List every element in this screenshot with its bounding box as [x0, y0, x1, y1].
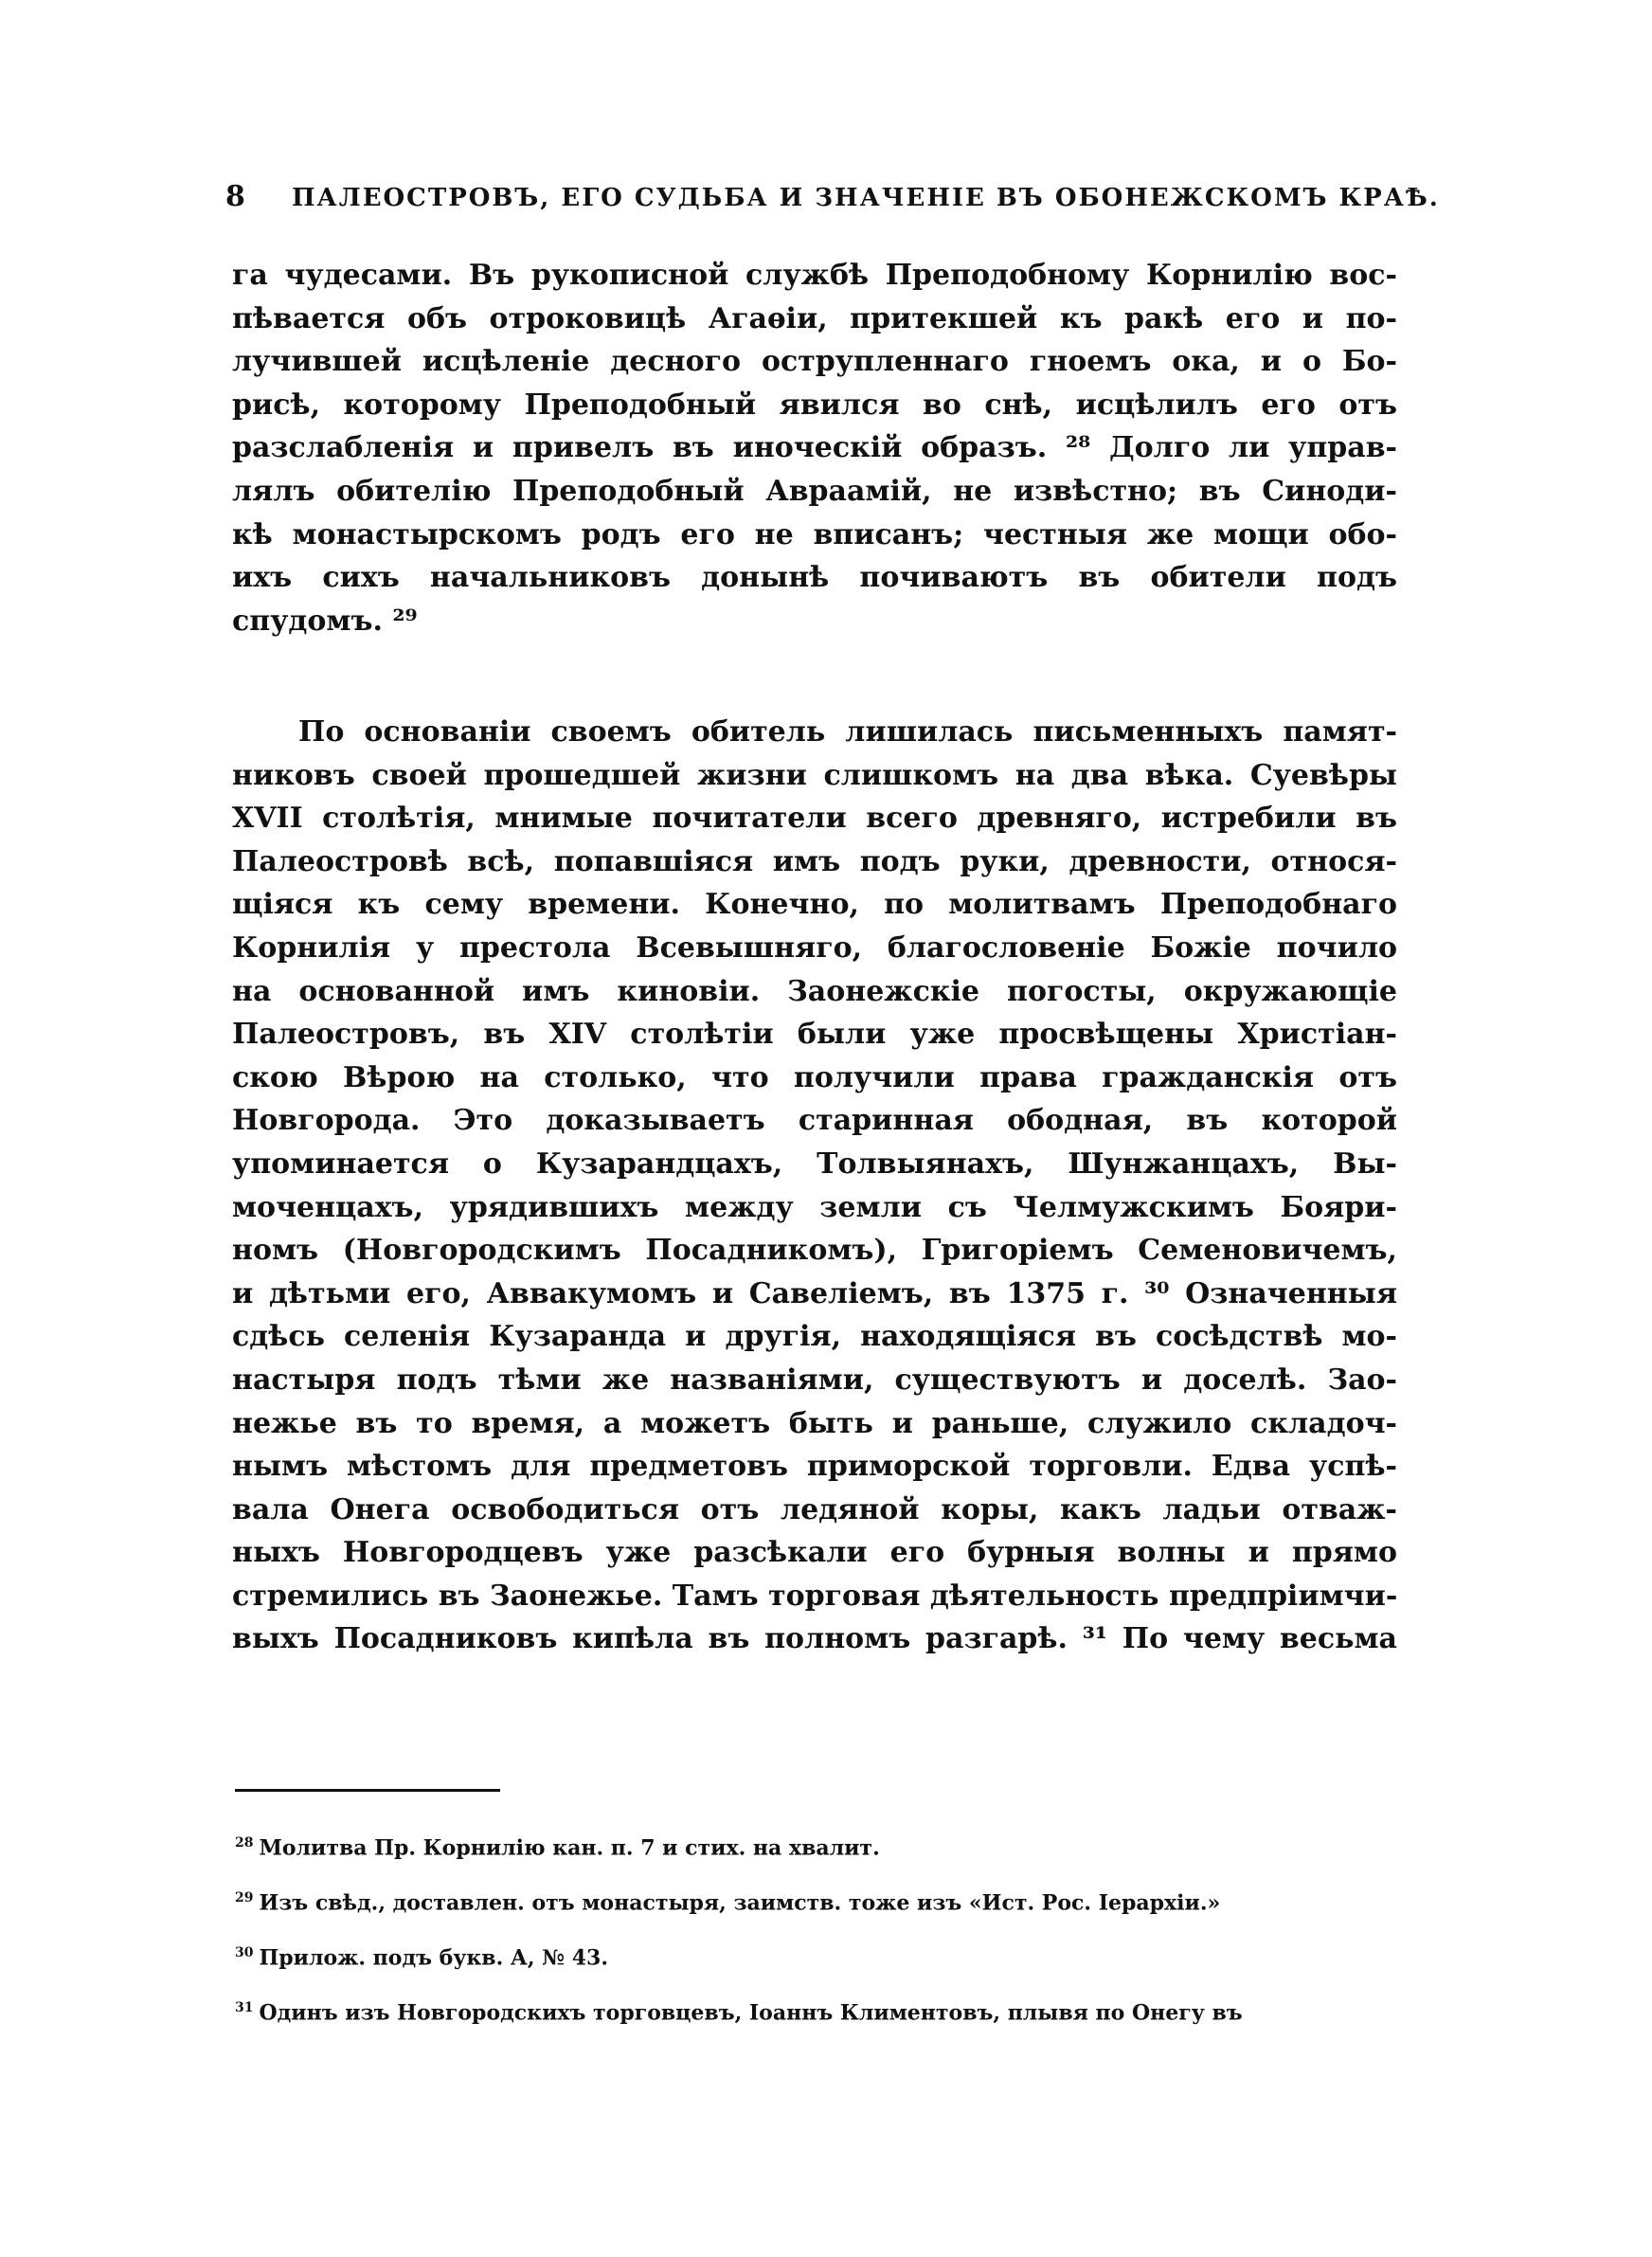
footnote-text: Одинъ изъ Новгородскихъ торговцевъ, Іоаннъ Климентовъ, плывя по Онегу въ [259, 2000, 1243, 2026]
text-line: настыря подъ тѣми же названіями, существуютъ и доселѣ. Зао- [232, 1363, 1397, 1397]
footnote-marker: 31 [235, 2000, 254, 2015]
text-line: лучившей исцѣленіе десного острупленнаго гноемъ ока, и о Бо- [232, 345, 1397, 379]
text-line: моченцахъ, урядившихъ между земли съ Челмужскимъ Бояри- [232, 1190, 1397, 1224]
text-line: на основанной имъ киновіи. Заонежскіе погосты, окружающіе [232, 974, 1397, 1008]
text-line: и дѣтьми его, Аввакумомъ и Савеліемъ, въ 1375 г. ³⁰ Означенныя [232, 1276, 1397, 1310]
text-line: скою Вѣрою на столько, что получили права гражданскія отъ [232, 1060, 1397, 1094]
text-line: га чудесами. Въ рукописной службѣ Преподобному Корнилію вос- [232, 259, 1397, 292]
text-line: сдѣсь селенія Кузаранда и другія, находящіяся въ сосѣдствѣ мо- [232, 1320, 1397, 1354]
text-line: пѣвается объ отроковицѣ Агаѳіи, притекшей къ ракѣ его и по- [232, 301, 1397, 335]
footnote-text: Молитва Пр. Корнилію кан. п. 7 и стих. на хвалит. [259, 1835, 880, 1861]
footnotes [235, 1824, 1398, 2044]
text-line: По основаніи своемъ обитель лишилась письменныхъ памят- [298, 715, 1397, 749]
text-line: Палеостровъ, въ XIV столѣтіи были уже просвѣщены Христіан- [232, 1018, 1397, 1052]
footnote-31 [235, 1989, 1398, 2044]
text-line: нежье въ то время, а можетъ быть и раньше, служило складоч- [232, 1406, 1397, 1440]
text-line: Палеостровѣ всѣ, попавшіяся имъ подъ руки, древности, относя- [232, 844, 1397, 878]
footnote-text: Изъ свѣд., доставлен. отъ монастыря, заимств. тоже изъ «Ист. Рос. Іерархіи.» [259, 1890, 1221, 1916]
text-line: никовъ своей прошедшей жизни слишкомъ на два вѣка. Суевѣры [232, 758, 1397, 792]
footnote-marker: 28 [235, 1835, 254, 1851]
text-line: стремились въ Заонежье. Тамъ торговая дѣятельность предпріимчи- [232, 1579, 1397, 1613]
text-line: Корнилія у престола Всевышняго, благословеніе Божіе почило [232, 930, 1397, 965]
text-line: щіяся къ сему времени. Конечно, по молитвамъ Преподобнаго [232, 888, 1397, 922]
text-line: упоминается о Кузарандцахъ, Толвыянахъ, Шунжанцахъ, Вы- [232, 1147, 1397, 1181]
page-number: 8 [225, 180, 247, 213]
text-line: рисѣ, которому Преподобный явился во снѣ, исцѣлилъ его отъ [232, 388, 1397, 422]
text-line: ныхъ Новгородцевъ уже разсѣкали его бурныя волны и прямо [232, 1536, 1397, 1570]
footnote-divider [235, 1789, 500, 1792]
text-line: нымъ мѣстомъ для предметовъ приморской торговли. Едва успѣ- [232, 1450, 1397, 1484]
text-line: выхъ Посадниковъ кипѣла въ полномъ разгарѣ. ³¹ По чему весьма [232, 1622, 1397, 1656]
running-head-title: ПАЛЕОСТРОВЪ, ЕГО СУДЬБА И ЗНАЧЕНІЕ ВЪ ОБОНЕЖСКОМЪ КРАѢ. [292, 184, 1440, 212]
paragraph-1 [232, 254, 1397, 642]
text-line: разслабленія и привелъ въ иноческій образъ. ²⁸ Долго ли управ- [232, 431, 1397, 465]
footnote-marker: 30 [235, 1945, 254, 1960]
paragraph-2 [232, 711, 1397, 1661]
text-line: вала Онега освободиться отъ ледяной коры, какъ ладьи отваж- [232, 1492, 1397, 1526]
footnote-30 [235, 1934, 1398, 1989]
footnote-29 [235, 1879, 1398, 1934]
text-line: лялъ обителію Преподобный Авраамій, не извѣстно; въ Синоди- [232, 474, 1397, 508]
text-line: спудомъ. ²⁹ [232, 604, 418, 638]
text-line: кѣ монастырскомъ родъ его не вписанъ; честныя же мощи обо- [232, 517, 1397, 551]
footnote-marker: 29 [235, 1890, 254, 1905]
footnote-text: Прилож. подъ букв. А, № 43. [259, 1945, 608, 1971]
text-line: ихъ сихъ начальниковъ донынѣ почиваютъ въ обители подъ [232, 561, 1397, 595]
footnote-28 [235, 1824, 1398, 1879]
text-line: Новгорода. Это доказываетъ старинная ободная, въ которой [232, 1104, 1397, 1138]
text-line: номъ (Новгородскимъ Посадникомъ), Григоріемъ Семеновичемъ, [232, 1234, 1397, 1268]
running-head [225, 180, 1440, 218]
text-line: XVII столѣтія, мнимые почитатели всего древняго, истребили въ [232, 802, 1397, 836]
